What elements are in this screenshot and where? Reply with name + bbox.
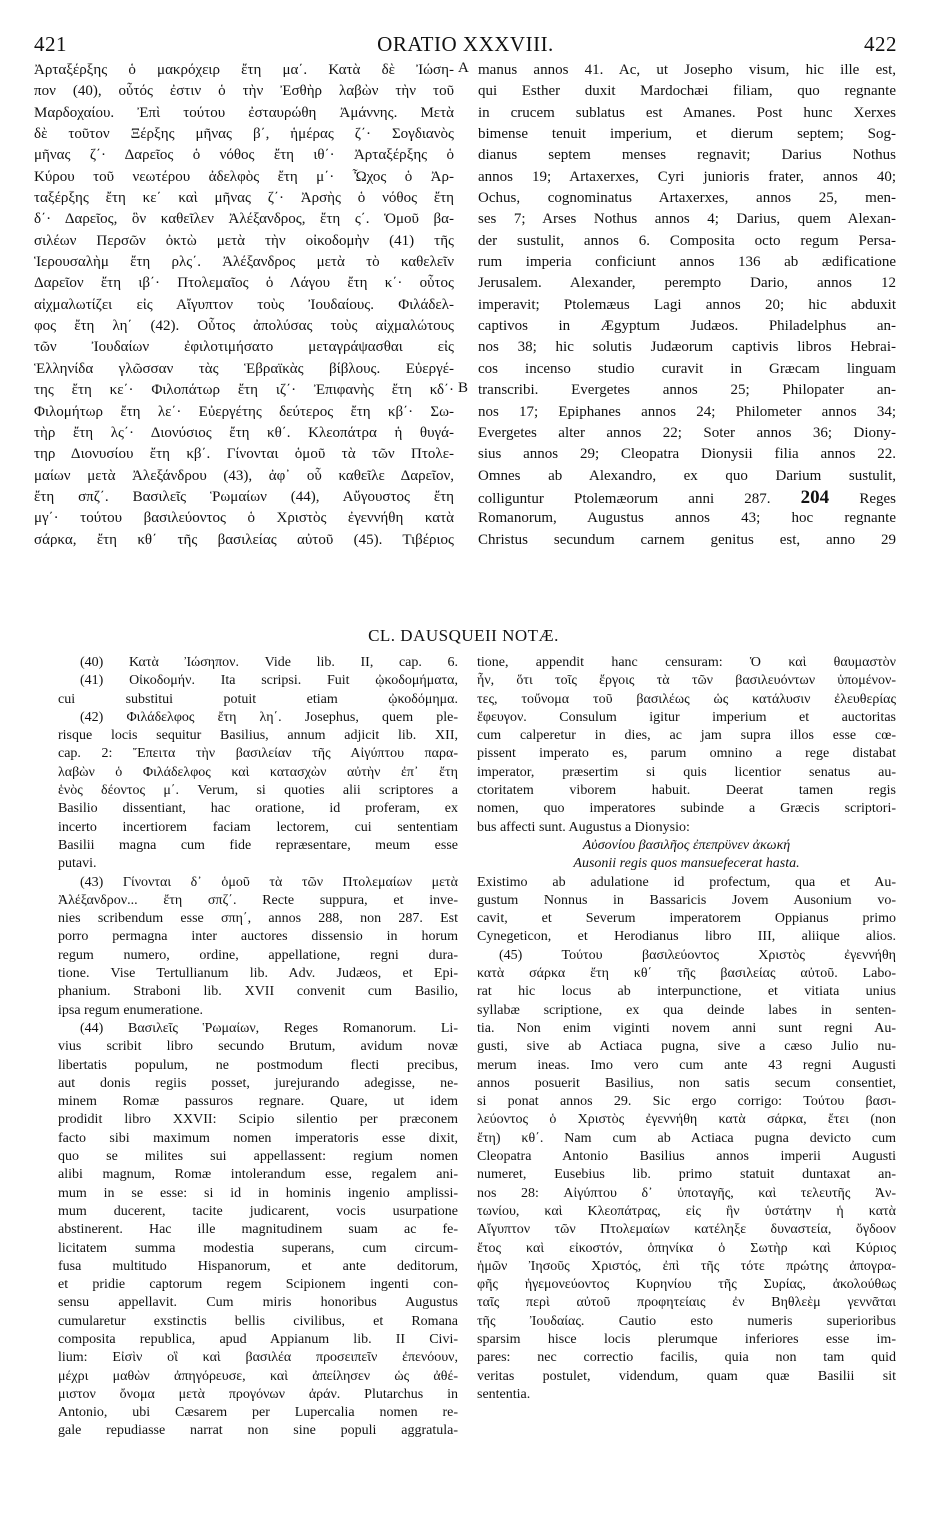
latin-text-line: in crucem sublatus est Amanes. Post hunc Xerxes — [478, 104, 896, 121]
note-line: (41) Οἰκοδομήν. Ita scripsi. Fuit ᾠκοδομήματα, — [80, 673, 458, 689]
note-line: gale repudiasse narrat non sine populi aggratula- — [58, 1423, 458, 1439]
latin-text-line: Christus secundum carnem genitus est, anno 29 — [478, 531, 896, 548]
greek-text-line: Μαρδοχαίου. Ἐπὶ τούτου ἐσταυρώθη Ἀμάννης. Μετὰ — [34, 104, 454, 121]
note-line: et pridie captorum regem Scipionem ingenti con- — [58, 1277, 458, 1293]
note-line: vius scribit libro secundo Brutum, avidum novæ — [58, 1039, 458, 1055]
note-line: veritas postulet, videndum, quam quæ Basilii sit — [477, 1368, 896, 1384]
note-line: pissent imperato es, parum omnino a rege distabat — [477, 746, 896, 762]
note-line: τωνίου, καὶ Κλεοπάτρας, εἰς ἣν ὑστάτην ἡ κατὰ — [477, 1203, 896, 1219]
note-line: ἦν, ὅτι τοῖς ἔργοις τὰ τῶν βασιλευόντων ὑπομένον- — [477, 673, 896, 689]
latin-text-line: annos 19; Artaxerxes, Cyri junioris frater, annos 40; — [478, 168, 896, 185]
greek-text-line: δὲ τοῦτον Ξέρξης μῆνας β΄, ἡμέρας ζ΄· Σογδιανὸς — [34, 126, 454, 143]
note-line: nomen, quo imperatores subinde a Græcis scriptori- — [477, 801, 896, 817]
greek-text-line: τὴρ ἔτη λς΄· Διονύσιος ἔτη κθ΄. Κλεοπάτρα ἡ θυγά- — [34, 424, 454, 441]
note-line: putavi. — [58, 856, 97, 872]
greek-text-line: φος ἔτη λη΄ (42). Οὗτος ἀπολύσας τοὺς αἰχμαλώτους — [34, 318, 454, 335]
note-line: aut donis regiis posset, jurejurando adegisse, ne- — [58, 1075, 458, 1091]
note-line: risque locis sequitur Basilius, annum adjicit lib. XII, — [58, 728, 458, 744]
greek-text-line: δ΄· Δαρεῖος, ὃν καθεῖλεν Ἀλέξανδρος, ἔτη ς΄. Ὁμοῦ βα- — [34, 211, 454, 228]
note-line: cumularetur exstinctis bellis civilibus, et Romana — [58, 1313, 458, 1329]
note-line: incerto incertiorem faciam lectorem, cui sententiam — [58, 819, 458, 835]
latin-text-line: Omnes ab Alexandro, ex quo Darium sustulit, — [478, 467, 896, 484]
note-line: cui substitui potuit etiam ᾠκοδόμημα. — [58, 691, 458, 707]
greek-text-line: μῆνας ζ΄· Δαρεῖος ὁ νόθος ἔτη ιθ΄· Ἀρταξέρξης ὁ — [34, 147, 454, 164]
note-line: mum in se esse: si id in hominis ingenio amplissi- — [58, 1185, 458, 1201]
greek-text-line: Δαρεῖον ἔτη ιβ΄· Πτολεμαῖος ὁ Λάγου ἔτη κ΄· οὗτος — [34, 275, 454, 292]
note-line: si ponat annos 29. Sic ergo corrigo: Τούτου βασι- — [477, 1094, 896, 1110]
latin-text-line: dianus septem menses regnavit; Darius Nothus — [478, 147, 896, 164]
note-line: ἑνὸς δέοντος μ΄. Verum, si quoties alii scriptores a — [58, 783, 458, 799]
margin-marker-a: A — [458, 60, 469, 76]
note-line: λαβὼν ὁ Φιλάδελφος καὶ κατασχὼν αὐτὴν ἐπ᾽ ἔτη — [58, 764, 458, 780]
greek-text-line: της ἔτη κε΄· Φιλοπάτωρ ἔτη ιζ΄· Ἐπιφανὴς ἔτη κδ΄· — [34, 382, 454, 399]
latin-text-line: sius annos 29; Cleopatra Dionysii filia annos 22. — [478, 446, 896, 463]
note-line: imperator, præsertim si quis licentior senatus au- — [477, 764, 896, 780]
note-line: Αὐσονίου βασιλῆος ἐπεπρϋνεν ἀκωκή — [582, 837, 791, 853]
note-line: ἡμῶν Ἰησοῦς Χριστός, ἐπὶ τῆς τότε πρώτης ἀπογρα- — [477, 1258, 896, 1274]
note-line: τῆς Ἰουδαίας. Cautio esto numeris superioribus — [477, 1313, 896, 1329]
latin-text-line — [478, 487, 896, 508]
note-line: abstinerent. Hac ille magnitudinem suam ac fe- — [58, 1222, 458, 1238]
note-line: ἔτος καὶ εἰκοστόν, ὁπηνίκα ὁ Σωτὴρ καὶ Κύριος — [477, 1240, 896, 1256]
note-line: gusti, sive ab Actiaca pugna, sive a cæso Julio nu- — [477, 1039, 896, 1055]
note-line: ἔφευγον. Consulum igitur imperium et auctoritas — [477, 709, 896, 725]
note-line: annos posuerit Basilius, non satis secum consentiet, — [477, 1075, 896, 1091]
note-line: alibi magnum, Romæ intolerandum esse, regalem ani- — [58, 1167, 458, 1183]
note-line: tia. Non enim viginti novem anni sunt regni Au- — [477, 1020, 896, 1036]
note-line: cap. 2: Ἔπειτα τὴν βασιλείαν τῆς Αἰγύπτου παρα- — [58, 746, 458, 762]
latin-text-line: transcribi. Evergetes annos 25; Philopater an- — [478, 382, 896, 399]
note-line: λεύοντος ὁ Χριστὸς ἐγεννήθη κατὰ σάρκα, ἔτει (non — [477, 1112, 896, 1128]
latin-text-line: Ochus, cognominatus Artaxerxes, annos 25, men- — [478, 190, 896, 207]
note-line: Ἀλέξανδρον... ἔτη σπζ΄. Recte suppura, et inve- — [58, 892, 458, 908]
note-line: rat hic locus ab interpunctione, et vitiata unius — [477, 984, 896, 1000]
note-line: Αἴγυπτον τῶν Πτολεμαίων κατέληξε δυναστεία, ὄγδοον — [477, 1222, 896, 1238]
greek-text-line: Φιλομήτωρ ἔτη λε΄· Εὐεργέτης δεύτερος ἔτη κβ΄· Σω- — [34, 403, 454, 420]
latin-text-line: imperavit; Ptolemæus Lagi annos 20; hic abduxit — [478, 296, 896, 313]
note-line: Basilii magna cum fide repræsentare, meum esse — [58, 837, 458, 853]
latin-text-line: manus annos 41. Ac, ut Josepho visum, hic ille est, — [478, 62, 896, 78]
note-line: sensu appellavit. Cum miris honoribus Augustus — [58, 1295, 458, 1311]
page-header — [34, 32, 897, 62]
note-line: Cynegeticon, et Herodianus libro III, aliique alios. — [477, 929, 896, 945]
latin-text-line: qui Esther duxit Mardochæi filiam, quo regnante — [478, 83, 896, 100]
notes-title: CL. DAUSQUEII NOTÆ. — [368, 626, 559, 645]
note-line: regum numero, ordine, appellatione, regni dura- — [58, 947, 458, 963]
notes-right-column — [477, 654, 896, 1404]
notes-left-column — [58, 654, 458, 1441]
note-line: nos 28: Αἰγύπτου δ᾽ ὑποταγῆς, καὶ τελευτῆς Ἀν- — [477, 1185, 896, 1201]
latin-text-line: cos incenso studio curavit in Græcam linguam — [478, 360, 896, 377]
greek-text-line: Ἱερουσαλὴμ ἔτη ρλς΄. Ἀλέξανδρος μετὰ τὸ καθελεῖν — [34, 254, 454, 271]
note-line: bus affecti sunt. Augustus a Dionysio: — [477, 819, 690, 835]
note-line: cavit, et Severum imperatorem Oppianus primo — [477, 911, 896, 927]
latin-text-line: Evergetes alter annos 22; Soter annos 36; Diony- — [478, 424, 896, 441]
note-line: (40) Κατὰ Ἰώσηπον. Vide lib. II, cap. 6. — [80, 655, 458, 670]
latin-text-line: bimense tenuit imperium, et dierum septem; Sog- — [478, 126, 896, 143]
note-line: Antonio, ubi Cæsarem per Lupercalia nomen re- — [58, 1405, 458, 1421]
latin-text-segment: Reges — [829, 490, 896, 507]
greek-text-line: αἰχμαλωτίζει εἰς Αἴγυπτον τοὺς Ἰουδαίους. Φιλάδελ- — [34, 296, 454, 313]
note-line: Existimo ab adulatione id profectum, qua et Au- — [477, 874, 896, 890]
note-line: minem Romæ passuros regnare. Quare, ut idem — [58, 1094, 458, 1110]
greek-text-line: πον (40), οὗτός ἐστιν ὁ τὴν Ἐσθὴρ λαβὼν τὴν τοῦ — [34, 83, 454, 100]
note-line: φῆς ἡγεμονεύοντος Κυρηνίου τῆς Συρίας, ἀκολούθως — [477, 1277, 896, 1293]
note-line: ctoritatem viborem habuit. Deerat tamen regis — [477, 783, 896, 799]
greek-text-line: τηρ Διονυσίου ἔτη κβ΄. Γίνονται ὁμοῦ τὰ τῶν Πτολε- — [34, 446, 454, 463]
note-line: prodidit libro XXVII: Scipio silentio per præconem — [58, 1112, 458, 1128]
note-line: pares: nec correctio facilis, quia non tam quid — [477, 1350, 896, 1366]
latin-text-line: ses 7; Arses Nothus annos 4; Darius, quem Alexan- — [478, 211, 896, 228]
note-line: (42) Φιλάδελφος ἔτη λη΄. Josephus, quem ple- — [80, 709, 458, 725]
note-line: μέχρι μαθὼν ἀπηγόρευσε, καὶ ἀπείλησεν ὡς ἀθέ- — [58, 1368, 458, 1384]
margin-marker-b: B — [458, 380, 469, 396]
greek-text-line: σάρκα, ἔτη κθ΄ τῆς βασιλείας αὐτοῦ (45). Τιβέριος — [34, 531, 454, 548]
latin-text-line: captivos in Ægyptum Judæos. Philadelphus an- — [478, 318, 896, 335]
page-number-right: 422 — [864, 32, 897, 56]
note-line: ταῖς περὶ αὐτοῦ προφητείαις ἐν Βηθλεὲμ γεννᾶται — [477, 1295, 896, 1311]
page-number-left: 421 — [34, 32, 67, 56]
note-line: quo se milites sui appellassent: regium nomen — [58, 1149, 458, 1165]
note-line: (43) Γίνονται δ᾽ ὁμοῦ τὰ τῶν Πτολεμαίων μετὰ — [80, 874, 458, 890]
latin-text-column — [478, 60, 896, 551]
note-line: porro permagna inter auctores dissensio in horum — [58, 929, 458, 945]
note-line: sententia. — [477, 1386, 531, 1402]
greek-text-line: Ἀρταξέρξης ὁ μακρόχειρ ἔτη μα΄. Κατὰ δὲ Ἰώση- — [34, 62, 454, 78]
note-line: Ausonii regis quos mansuefecerat hasta. — [573, 856, 800, 872]
note-line: ipsa regum enumeratione. — [58, 1002, 204, 1018]
latin-text-line: rum imperia conficiunt annos 136 ab ædificatione — [478, 254, 896, 271]
latin-text-line: der sustulit, annos 6. Composita octo regum Persa- — [478, 232, 896, 249]
note-line: gustum Nonnus in Bassaricis Jovem Ausonium vo- — [477, 892, 896, 908]
greek-text-column — [34, 60, 454, 551]
latin-text-line: nos 17; Epiphanes annos 24; Philometer annos 34; — [478, 403, 896, 420]
folio-number: 204 — [800, 486, 830, 508]
note-line: syllabæ scriptione, ex qua deinde labes in senten- — [477, 1002, 896, 1018]
note-line: tione, appendit hanc censuram: Ὁ καὶ θαυμαστὸν — [477, 655, 896, 670]
latin-text-segment: colliguntur Ptolemæorum anni 287. — [478, 490, 801, 507]
greek-text-line: Ἑλληνίδα γλῶσσαν τὰς Ἑβραϊκὰς βίβλους. Εὐεργέ- — [34, 360, 454, 377]
note-line: numeret, Eusebius lib. primo statuit duntaxat an- — [477, 1167, 896, 1183]
note-line: mum ducerent, tacite judicarent, vocis usurpatione — [58, 1203, 458, 1219]
greek-text-line: σιλέων Περσῶν ὀκτὼ μετὰ τὴν οἰκοδομὴν (41) τῆς — [34, 232, 454, 249]
greek-text-line: ἔτη σπζ΄. Βασιλεῖς Ῥωμαίων (44), Αὔγουστος ἔτη — [34, 488, 454, 505]
greek-text-line: Κύρου τοῦ νεωτέρου ἀδελφὸς ἔτη μ΄· Ὦχος ὁ Ἀρ- — [34, 168, 454, 185]
note-line: licitatem summa modestia superans, cum circum- — [58, 1240, 458, 1256]
note-line: τες, τοὔνομα τοῦ βασιλέως ὡς κατάλυσιν ἐλευθερίας — [477, 691, 896, 707]
note-line: μιστον ὄνομα μετὰ προγόνων ἀράν. Plutarchus in — [58, 1386, 458, 1402]
note-line: Cleopatra Antonio Basilius annos imperii Augusti — [477, 1149, 896, 1165]
note-line: ἔτη) κθ΄. Nam cum ab Actiaca pugna devicto cum — [477, 1130, 896, 1146]
note-line: composita republica, apud Appianum lib. II Civi- — [58, 1331, 458, 1347]
note-line: sparsim hisce locis plerumque inferiores esse im- — [477, 1331, 896, 1347]
latin-text-line: nos 38; hic solutis Judæorum captivis libros Hebrai- — [478, 339, 896, 356]
greek-text-line: τῶν Ἰουδαίων ἐφιλοτιμήσατο μεταγράψασθαι εἰς — [34, 339, 454, 356]
latin-text-line: Romanorum, Augustus annos 43; hoc regnante — [478, 510, 896, 527]
note-line: (44) Βασιλεῖς Ῥωμαίων, Reges Romanorum. Li- — [80, 1020, 458, 1036]
note-line: phanium. Straboni lib. XVII convenit cum Basilio, — [58, 984, 458, 1000]
latin-text-line: Jerusalem. Alexander, perempto Dario, annos 12 — [478, 275, 896, 292]
note-line: Basilio dissentiant, hac oratione, id proferam, ex — [58, 801, 458, 817]
note-line: merum ineas. Imo vero cum ante 43 regni Augusti — [477, 1057, 896, 1073]
note-line: tione. Vise Tertullianum lib. Adv. Judæos, et Epi- — [58, 966, 458, 982]
note-line: cum calperetur in dies, ac jam supra illos esse cœ- — [477, 728, 896, 744]
running-title: ORATIO XXXVIII. — [377, 32, 554, 56]
note-line: fusa multitudo Hispanorum, et ante deditorum, — [58, 1258, 458, 1274]
greek-text-line: μαίων μετὰ Ἀλεξάνδρου (43), ἀφ᾽ οὗ καθεῖλε Δαρεῖον, — [34, 467, 454, 484]
greek-text-line: μγ΄· τούτου βασιλεύοντος ὁ Χριστὸς ἐγεννήθη κατὰ — [34, 510, 454, 527]
note-line: (45) Τούτου βασιλεύοντος Χριστὸς ἐγεννήθη — [499, 947, 896, 963]
note-line: libertatis populum, ne postmodum flecti precibus, — [58, 1057, 458, 1073]
note-line: facto sibi maximum nomen imperatoris esse dixit, — [58, 1130, 458, 1146]
note-line: lium: Εἰσὶν οἳ καὶ βασιλέα προσειπεῖν ἐπενόουν, — [58, 1350, 458, 1366]
note-line: nies scribendum esse σπη΄, annos 288, non 287. Est — [58, 911, 458, 927]
greek-text-line: ταξέρξης ἔτη κε΄ καὶ μῆνας ζ΄· Ἀρσὴς ὁ νόθος ἔτη — [34, 190, 454, 207]
note-line: κατὰ σάρκα ἔτη κθ΄ τῆς βασιλείας αὐτοῦ. Labo- — [477, 966, 896, 982]
